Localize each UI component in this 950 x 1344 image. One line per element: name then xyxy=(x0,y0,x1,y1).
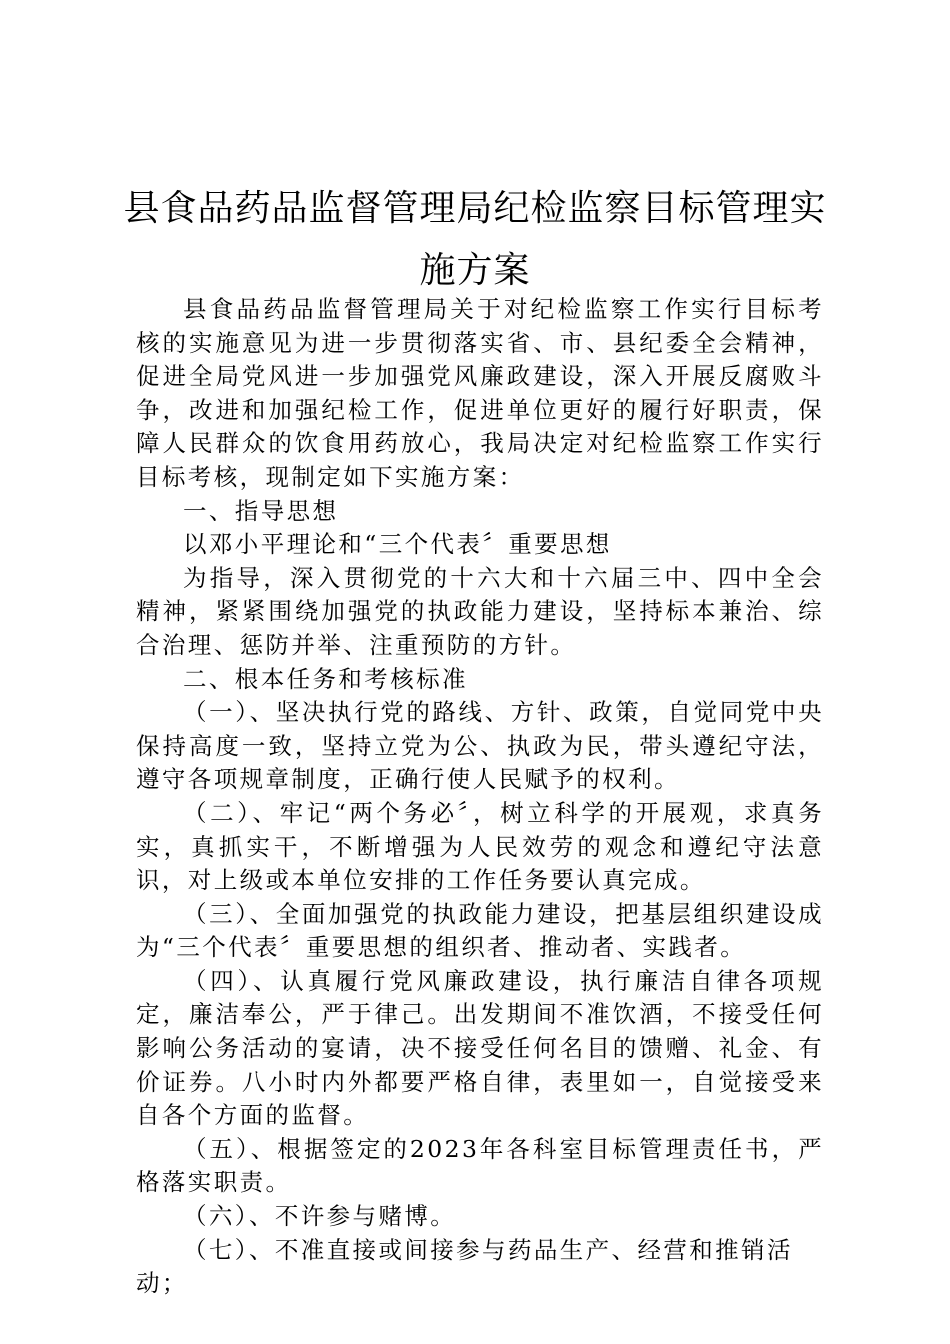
document-body xyxy=(136,293,824,1301)
list-item-3: （三）、全面加强党的执政能力建设，把基层组织建设成为“三个代表〞重要思想的组织者、推动者、实践者。 xyxy=(136,899,824,962)
list-item-5: （五）、根据签定的2023年各科室目标管理责任书，严格落实职责。 xyxy=(136,1134,824,1197)
paragraph-intro: 县食品药品监督管理局关于对纪检监察工作实行目标考核的实施意见为进一步贯彻落实省、市、县纪委全会精神，促进全局党风进一步加强党风廉政建设，深入开展反腐败斗争，改进和加强纪检工作，促进单位更好的履行好职责，保障人民群众的饮食用药放心，我局决定对纪检监察工作实行目标考核，现制定如下实施方案： xyxy=(136,295,824,491)
paragraph-theory: 以邓小平理论和“三个代表〞重要思想 xyxy=(183,530,612,559)
list-item-6: （六）、不许参与赌博。 xyxy=(183,1202,457,1231)
list-item-2: （二）、牢记“两个务必〞，树立科学的开展观，求真务实，真抓实干，不断增强为人民效劳的观念和遵纪守法意识，对上级或本单位安排的工作任务要认真完成。 xyxy=(136,798,824,895)
title-line-2: 施方案 xyxy=(419,250,531,291)
list-item-1: （一）、坚决执行党的路线、方针、政策，自觉同党中央保持高度一致，坚持立党为公、执政为民，带头遵纪守法，遵守各项规章制度，正确行使人民赋予的权利。 xyxy=(136,698,824,794)
document-title xyxy=(120,178,830,302)
paragraph-guidance: 为指导，深入贯彻党的十六大和十六届三中、四中全会精神，紧紧围绕加强党的执政能力建设，坚持标本兼治、综合治理、惩防并举、注重预防的方针。 xyxy=(136,563,824,659)
list-item-7: （七）、不准直接或间接参与药品生产、经营和推销活动； xyxy=(136,1235,793,1298)
heading-guiding-ideology: 一、指导思想 xyxy=(183,496,339,525)
heading-basic-tasks: 二、根本任务和考核标准 xyxy=(183,664,468,693)
title-line-1: 县食品药品监督管理局纪检监察目标管理实 xyxy=(123,188,827,229)
list-item-4: （四）、认真履行党风廉政建设，执行廉洁自律各项规定，廉洁奉公，严于律己。出发期间不准饮酒，不接受任何影响公务活动的宴请，决不接受任何名目的馈赠、礼金、有价证券。八小时内外都要严格自律，表里如一，自觉接受来自各个方面的监督。 xyxy=(136,966,824,1130)
